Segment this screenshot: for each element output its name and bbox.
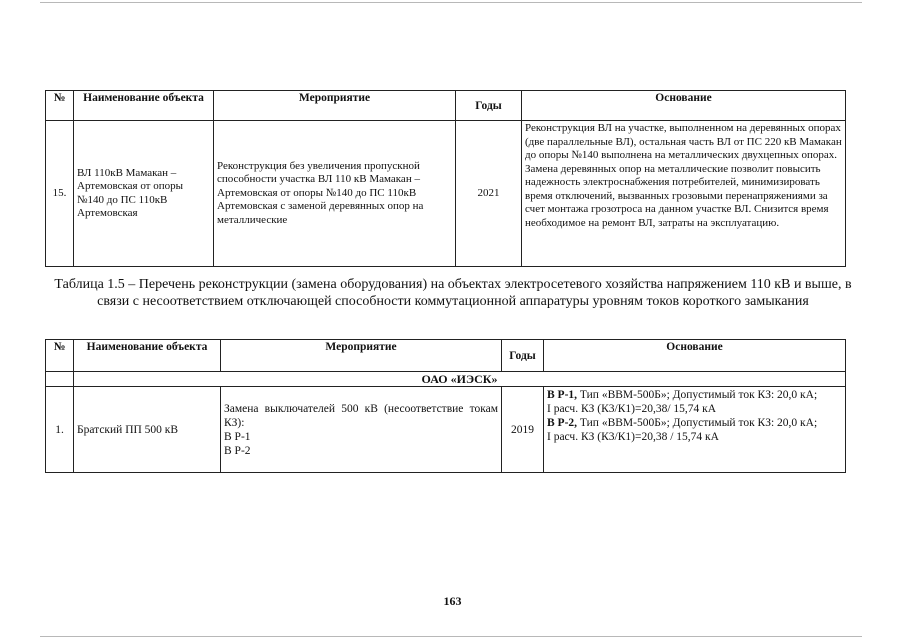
header-measure: Мероприятие: [221, 340, 502, 372]
header-name: Наименование объекта: [74, 91, 214, 121]
table-row: [46, 387, 846, 473]
row-object-name: ВЛ 110кВ Мамакан – Артемовская от опоры №140 до ПС 110кВ Артемовская: [74, 121, 214, 267]
row-num: 1.: [46, 387, 74, 473]
row-year: 2021: [456, 121, 522, 267]
table-2-header-row: [46, 340, 846, 372]
scan-edge-bottom: [40, 636, 862, 637]
basis-type: Тип «ВВМ-500Б»; Допустимый ток КЗ: 20,0 кА;: [577, 417, 818, 429]
header-basis: Основание: [544, 340, 846, 372]
basis-calc: I расч. КЗ (К3/К1)=20,38/ 15,74 кА: [547, 403, 717, 415]
row-year: 2019: [502, 387, 544, 473]
measure-main: Замена выключателей 500 кВ (несоответствие токам КЗ):: [224, 402, 498, 429]
basis-type: Тип «ВВМ-500Б»; Допустимый ток КЗ: 20,0 кА;: [577, 389, 818, 401]
row-object-name: Братский ПП 500 кВ: [74, 387, 221, 473]
measure-item: В Р-1: [224, 430, 251, 443]
table-row: [46, 121, 846, 267]
header-basis: Основание: [522, 91, 846, 121]
header-num: №: [46, 340, 74, 372]
basis-entry: [547, 416, 842, 430]
row-measure: Реконструкция без увеличения пропускной способности участка ВЛ 110 кВ Мамакан – Артемовская от опоры №140 до ПС 110кВ Артемовская с заменой деревянных опор на металлические: [214, 121, 456, 267]
section-row: [46, 372, 846, 387]
basis-label: В Р-2,: [547, 417, 578, 429]
row-basis: Реконструкция ВЛ на участке, выполненном на деревянных опорах (две параллельные ВЛ), остальная часть ВЛ от ПС 220 кВ Мамакан до опоры №140 выполнена на металлических двухцепных опорах. Замена деревянных опор на металлические позволит повысить надежность электроснабжения потребителей, минимизировать время отключений, вызванных грозовыми перенапряжениями за счет монтажа грозотроса на данном участке ВЛ. Снизится время необходимое на ремонт ВЛ, затраты на эксплуатацию.: [522, 121, 846, 267]
table-1-header-row: [46, 91, 846, 121]
table-2: [45, 339, 846, 473]
scan-edge-top: [40, 2, 862, 3]
header-years: Годы: [502, 340, 544, 372]
measure-item: В Р-2: [224, 444, 251, 457]
header-num: №: [46, 91, 74, 121]
table-caption: Таблица 1.5 – Перечень реконструкции (замена оборудования) на объектах электросетевого хозяйства напряжением 110 кВ и выше, в связи с несоответствием отключающей способности коммутационной аппаратуры уровням токов короткого замыкания: [54, 277, 852, 309]
row-basis: [544, 387, 846, 473]
table-1: [45, 90, 846, 267]
basis-label: В Р-1,: [547, 389, 578, 401]
row-measure: [221, 387, 502, 473]
section-title: ОАО «ИЭСК»: [74, 372, 846, 387]
header-measure: Мероприятие: [214, 91, 456, 121]
header-name: Наименование объекта: [74, 340, 221, 372]
row-num: 15.: [46, 121, 74, 267]
basis-calc: I расч. КЗ (К3/К1)=20,38 / 15,74 кА: [547, 431, 719, 443]
basis-entry: [547, 388, 842, 402]
page-number: 163: [443, 594, 462, 608]
header-years: Годы: [456, 91, 522, 121]
